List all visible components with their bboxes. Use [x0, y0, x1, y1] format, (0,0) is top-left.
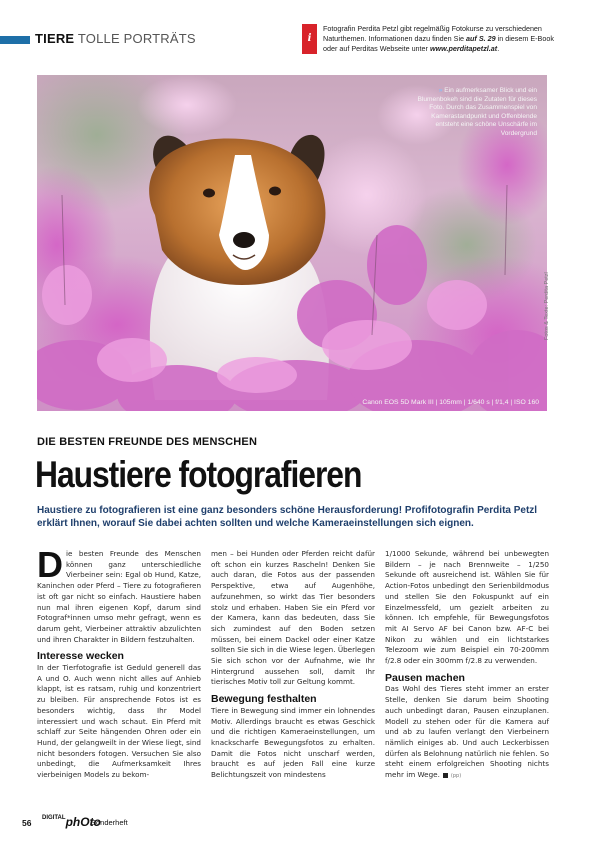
section-header [35, 31, 196, 46]
pausen-text: Das Wohl des Tieres steht immer an erster Stelle, denken Sie darum beim Shooting auch unbedingt daran, Pausen einzuplanen. Modell zu stehen oder für die Kamera auf und ab zu laufen verlangt den Vierbeinern nämlich einiges ab. Und auch Leckerbissen dürfen als Belohnung natürlich nie fehlen. So steht einem erfolgreichen Shooting nichts mehr im Wege. [385, 684, 549, 780]
author-signature: (pp) [450, 773, 462, 780]
paragraph-interesse: In der Tierfotografie ist Geduld generell das A und O. Auch wenn nicht alles auf Anhieb klappt, ist es ratsam, ruhig und konzentriert zu bleiben. Für ansprechende Fotos ist es besonders wichtig, dass Ihr Model interessiert und wach schaut. Ein Pferd mit schlaff zur Seite hängenden Ohren oder ein Hund, der gelangweilt in der Wiese liegt, sind nicht besonders fotogen. Versuchen Sie also unbedingt, die Aufmerksamkeit Ihres vierbeinigen Models zu bekom- [37, 663, 201, 780]
info-text-e: . [497, 44, 500, 53]
photo-credit: Fotos & Texte: Perdita Petzl [544, 272, 550, 340]
section-name: TIERE [35, 31, 75, 46]
info-text [323, 24, 563, 54]
paragraph-pausen [385, 684, 549, 781]
intro-paragraph [37, 544, 201, 645]
info-box [302, 24, 562, 58]
subheading-pausen: Pausen machen [385, 671, 465, 684]
subheading-bewegung: Bewegung festhalten [211, 693, 317, 706]
section-subtitle: TOLLE PORTRÄTS [77, 31, 196, 46]
column-2 [211, 549, 375, 781]
info-icon: i [302, 24, 317, 54]
paragraph-bewegung: Tiere in Bewegung sind immer ein lohnendes Motiv. Allerdings braucht es etwas Geschick und die richtigen Kameraeinstellungen, um knackscharfe Bewegungsfotos zu erhalten. Damit die Fotos nicht unscharf werden, braucht es auf jeden Fall eine kurze Belichtungszeit von mindestens [211, 705, 375, 780]
exif-info: Canon EOS 5D Mark III | 105mm | 1/640 s | f/1,4 | ISO 160 [362, 399, 539, 406]
lead-paragraph: Haustiere zu fotografieren ist eine ganz besonders schöne Herausforderung! Profifotografin Perdita Petzl erklärt Ihnen, worauf Sie dabei achten sollten und welche Kameraeinstellungen sich eignen. [37, 505, 538, 530]
info-text-c: in diesem E-Book oder auf Perditas Webseite unter [323, 34, 554, 53]
photo-caption [417, 87, 537, 139]
kicker: DIE BESTEN FREUNDE DES MENSCHEN [37, 436, 258, 448]
issue-label: Sonderheft [91, 818, 128, 827]
info-page-ref: auf S. 29 [466, 34, 496, 43]
dog-photo [37, 75, 547, 411]
section-color-bar [0, 36, 30, 44]
subheading-interesse: Interesse wecken [37, 650, 124, 663]
page-number: 56 [22, 818, 32, 828]
logo-photo: phOto [65, 815, 101, 829]
caption-arrow-icon: » [438, 87, 443, 94]
intro-text: ie besten Freunde des Menschen können ganz unterschiedliche Vierbeiner sein: Egal ob Hund, Katze, Kaninchen oder Pferd – Tiere zu fotografieren ist oft gar nicht so einfach. Haustiere haben nun mal ihren eigenen Kopf, darum sind Fotograf*innen umso mehr gefragt, wenn es darum geht, Vierbeiner attraktiv abzulichten und ihren Charakter in Bildern festzuhalten. [37, 549, 201, 644]
end-mark-icon [443, 773, 448, 778]
paragraph-perspective: men – bei Hunden oder Pferden reicht dafür oft schon ein kurzes Rascheln! Denken Sie auch daran, die Fotos aus der passenden Perspektive, etwa auf Augenhöhe, aufzunehmen, so wirkt das Tier besonders stolz und erhaben. Haben Sie ein Pferd vor der Kamera, kann das bedeuten, dass Sie sich zumindest auf den Boden setzen müssen, bei einem Dackel oder einer Katze sollten Sie sich in die Wiese legen. Überlegen Sie sich schon vor der Aufnahme, wie Ihr Hintergrund aussehen soll, damit Ihr tierisches Motiv toll zur Geltung kommt. [211, 549, 375, 687]
photo-caption-text: Ein aufmerksamer Blick und ein Blumenbokeh sind die Zutaten für dieses Foto. Durch das Zusammenspiel von Kamerastandpunkt und Offenblende entsteht eine schöne Unschärfe im Vordergrund [417, 87, 537, 137]
info-text-a: Fotografin Perdita Petzl gibt regelmäßig Fotokurse zu verschiedenen Naturthemen. Informationen dazu finden Sie [323, 24, 542, 43]
logo-digital: DIGITAL [42, 815, 66, 821]
info-website-link[interactable]: www.perditapetzl.at [429, 44, 498, 53]
drop-cap: D [37, 544, 63, 585]
headline: Haustiere fotografieren [35, 454, 362, 495]
column-1 [37, 544, 201, 781]
paragraph-settings: 1/1000 Sekunde, während bei unbewegten Bildern – je nach Brennweite – 1/250 Sekunde oft ausreichend ist. Wählen Sie für Action-Fotos unbedingt den Serienbildmodus und stellen Sie den Fokuspunkt auf ein Einzelmessfeld, um gezielt arbeiten zu können. Ich empfehle, für Bewegungsfotos mit AI Servo AF bei Canon bzw. AF-C bei Nikon zu wählen und ein lichtstarkes Telezoom wie zum Beispiel ein 70-200mm f/2.8 oder ein 300mm f/2.8 zu verwenden. [385, 549, 549, 666]
column-3 [385, 549, 549, 782]
